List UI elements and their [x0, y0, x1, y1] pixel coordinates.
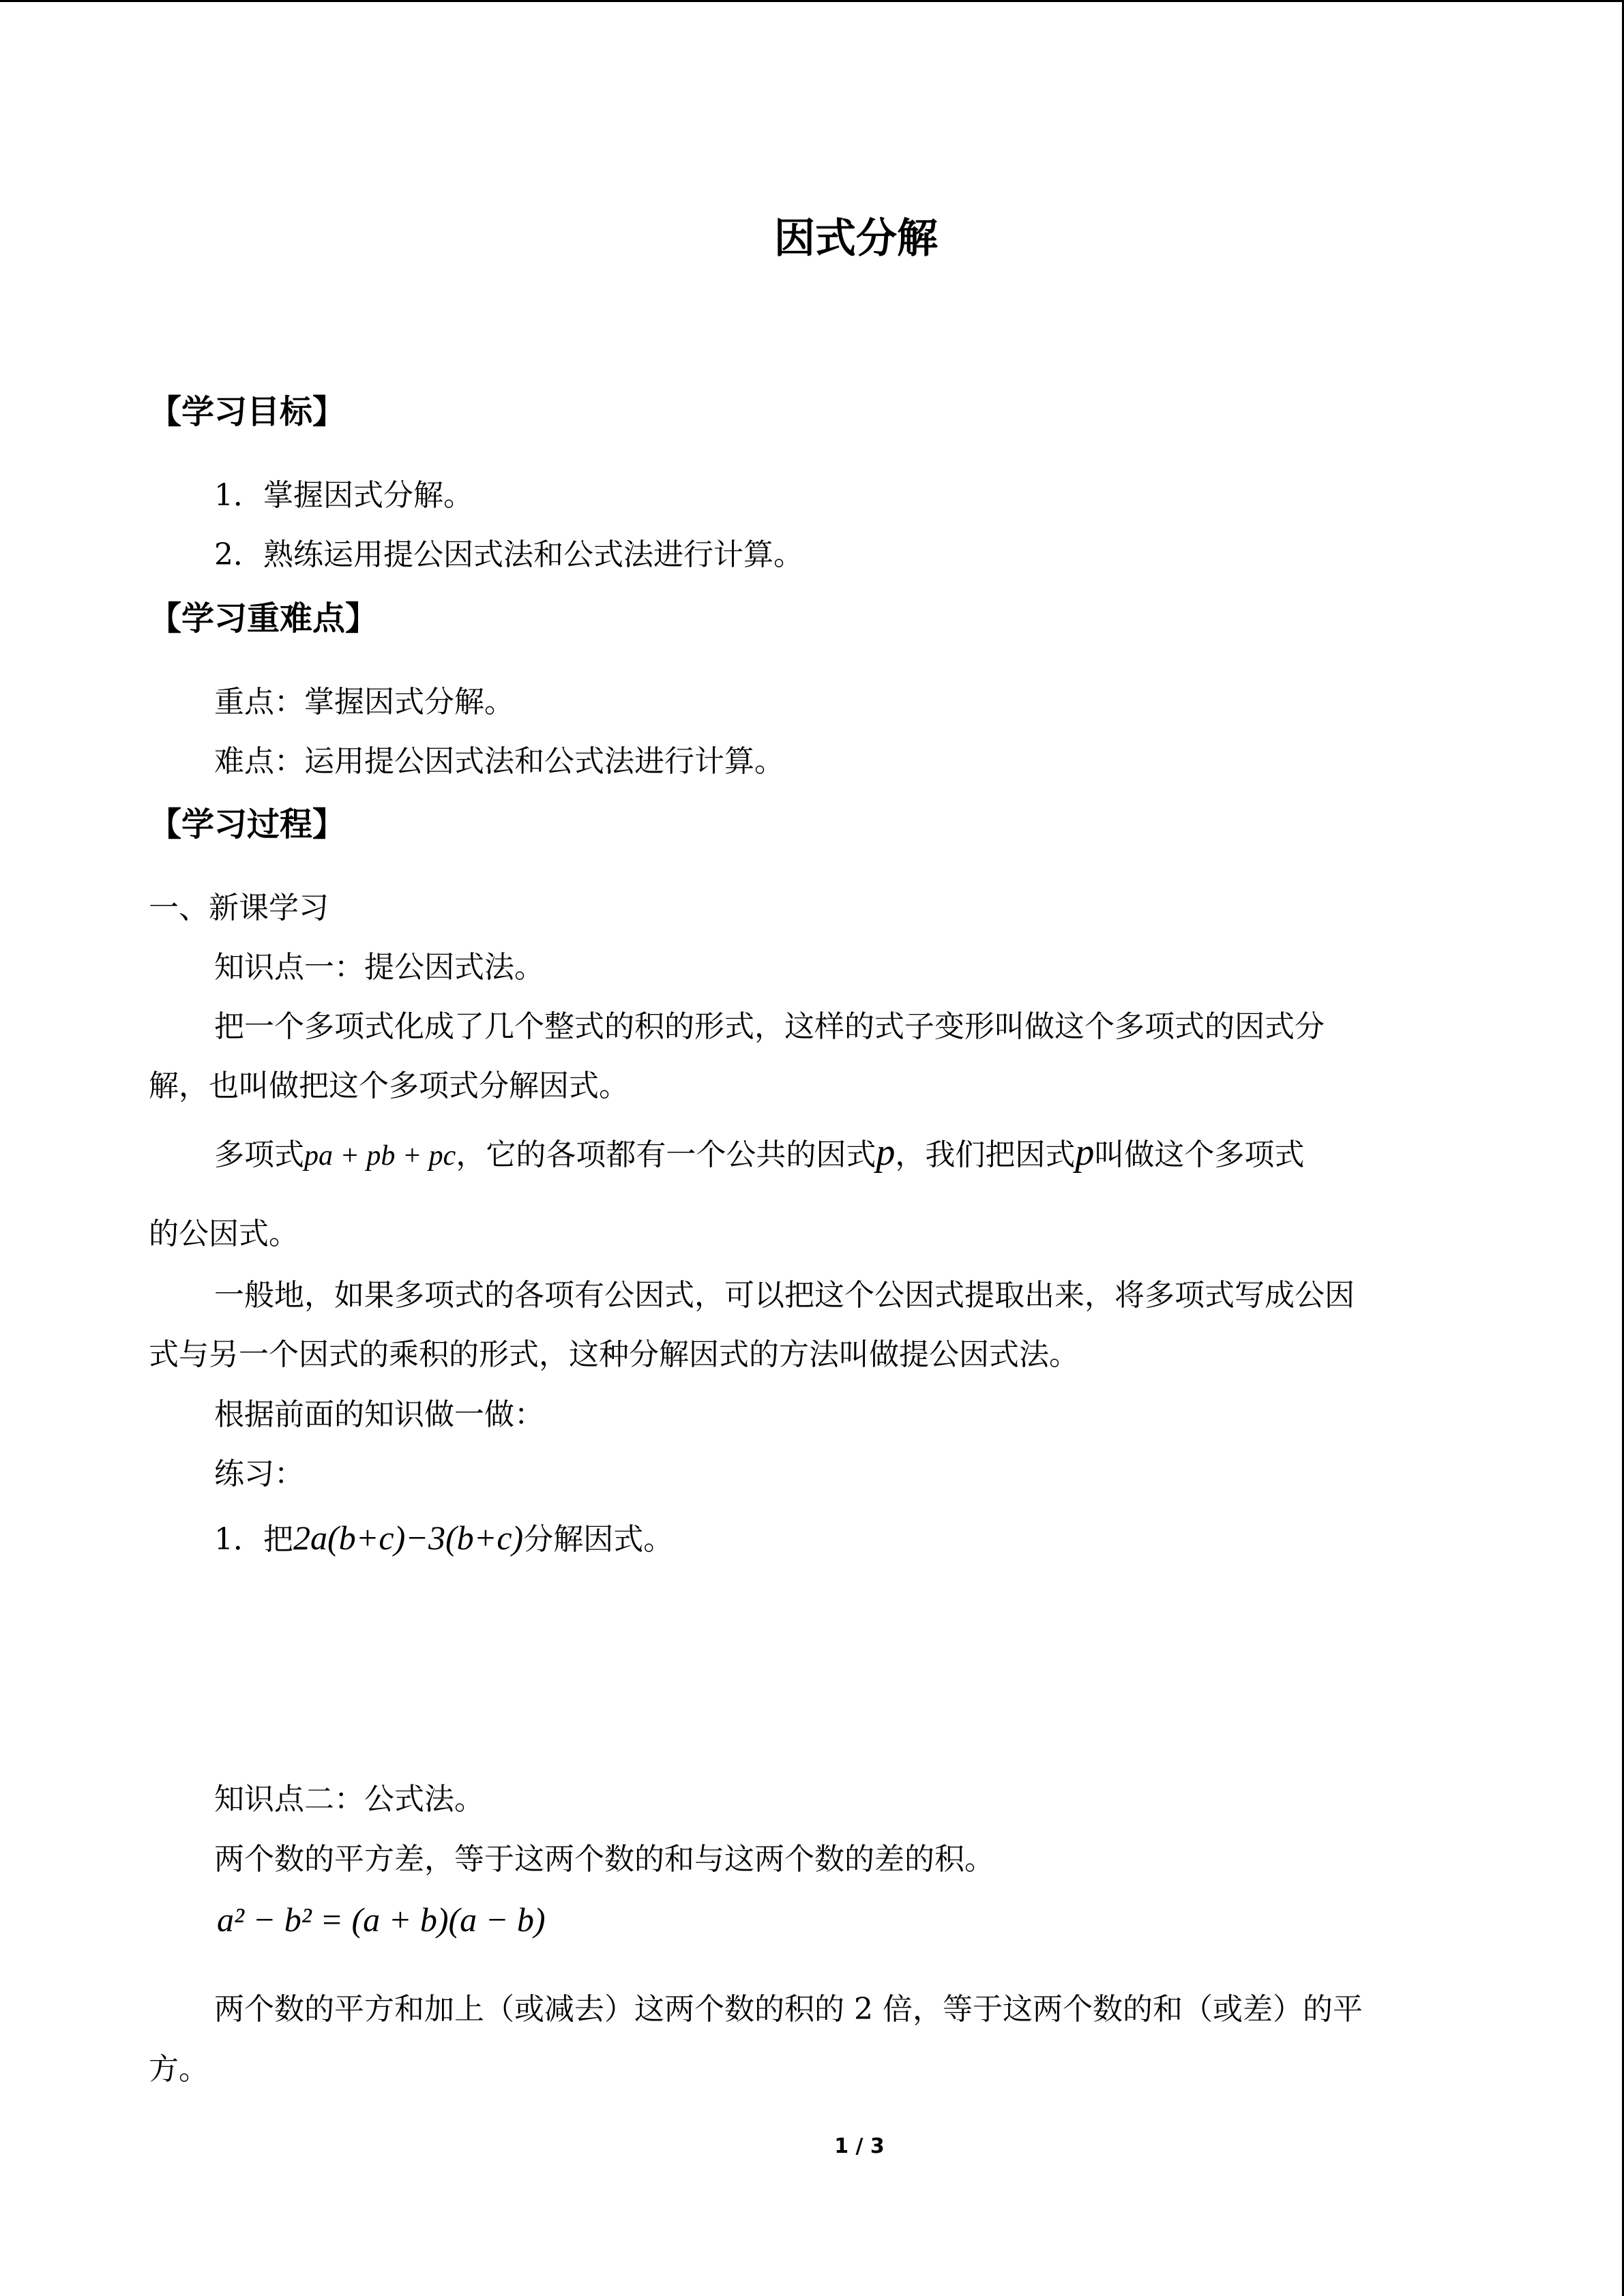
- example-var-p-2: p: [1075, 1131, 1095, 1174]
- exercise-1-suffix: 分解因式。: [523, 1522, 674, 1557]
- process-heading: 【学习过程】: [149, 805, 346, 844]
- key-difficult-heading: 【学习重难点】: [149, 599, 379, 638]
- knowledge-point-1-title: 知识点一：提公因式法。: [214, 950, 544, 985]
- example-line-2: 的公因式。: [149, 1217, 299, 1251]
- page-border-top: [0, 0, 1624, 2]
- example-mid-2: ，我们把因式: [895, 1137, 1076, 1172]
- key-point: 重点：掌握因式分解。: [214, 685, 514, 719]
- do-it-text: 根据前面的知识做一做：: [214, 1397, 544, 1432]
- example-var-p: p: [876, 1131, 896, 1174]
- goal-item-2: 2．熟练运用提公因式法和公式法进行计算。: [214, 537, 803, 572]
- difference-of-squares-text: 两个数的平方差，等于这两个数的和与这两个数的差的积。: [214, 1842, 994, 1877]
- example-expression: pa + pb + pc: [304, 1140, 456, 1172]
- example-prefix: 多项式: [214, 1137, 304, 1172]
- perfect-square-line-2: 方。: [149, 2052, 209, 2087]
- goals-heading: 【学习目标】: [149, 393, 346, 431]
- exercise-1: [214, 1521, 673, 1555]
- page-number: 1 / 3: [834, 2134, 885, 2158]
- example-suffix: 叫做这个多项式: [1094, 1137, 1305, 1172]
- knowledge-point-2-title: 知识点二：公式法。: [214, 1782, 484, 1817]
- difference-of-squares-formula: a² − b² = (a + b)(a − b): [217, 1900, 546, 1939]
- example-line: [214, 1133, 1304, 1172]
- general-line-1: 一般地，如果多项式的各项有公因式，可以把这个公因式提取出来，将多项式写成公因: [214, 1278, 1355, 1313]
- exercise-1-prefix: 1．把: [214, 1522, 293, 1557]
- page-title: 因式分解: [774, 215, 938, 263]
- goal-item-1: 1．掌握因式分解。: [214, 478, 473, 513]
- perfect-square-line-1: 两个数的平方和加上（或减去）这两个数的积的 2 倍，等于这两个数的和（或差）的平: [214, 1992, 1363, 2027]
- practice-label: 练习：: [214, 1457, 304, 1491]
- exercise-1-expression: 2a(b+c)−3(b+c): [293, 1519, 524, 1557]
- definition-line-1: 把一个多项式化成了几个整式的积的形式，这样的式子变形叫做这个多项式的因式分: [214, 1009, 1325, 1044]
- difficult-point: 难点：运用提公因式法和公式法进行计算。: [214, 744, 784, 779]
- general-line-2: 式与另一个因式的乘积的形式，这种分解因式的方法叫做提公因式法。: [149, 1337, 1079, 1372]
- definition-line-2: 解，也叫做把这个多项式分解因式。: [149, 1069, 629, 1103]
- part-heading: 一、新课学习: [149, 891, 329, 925]
- example-mid: ，它的各项都有一个公共的因式: [456, 1137, 876, 1172]
